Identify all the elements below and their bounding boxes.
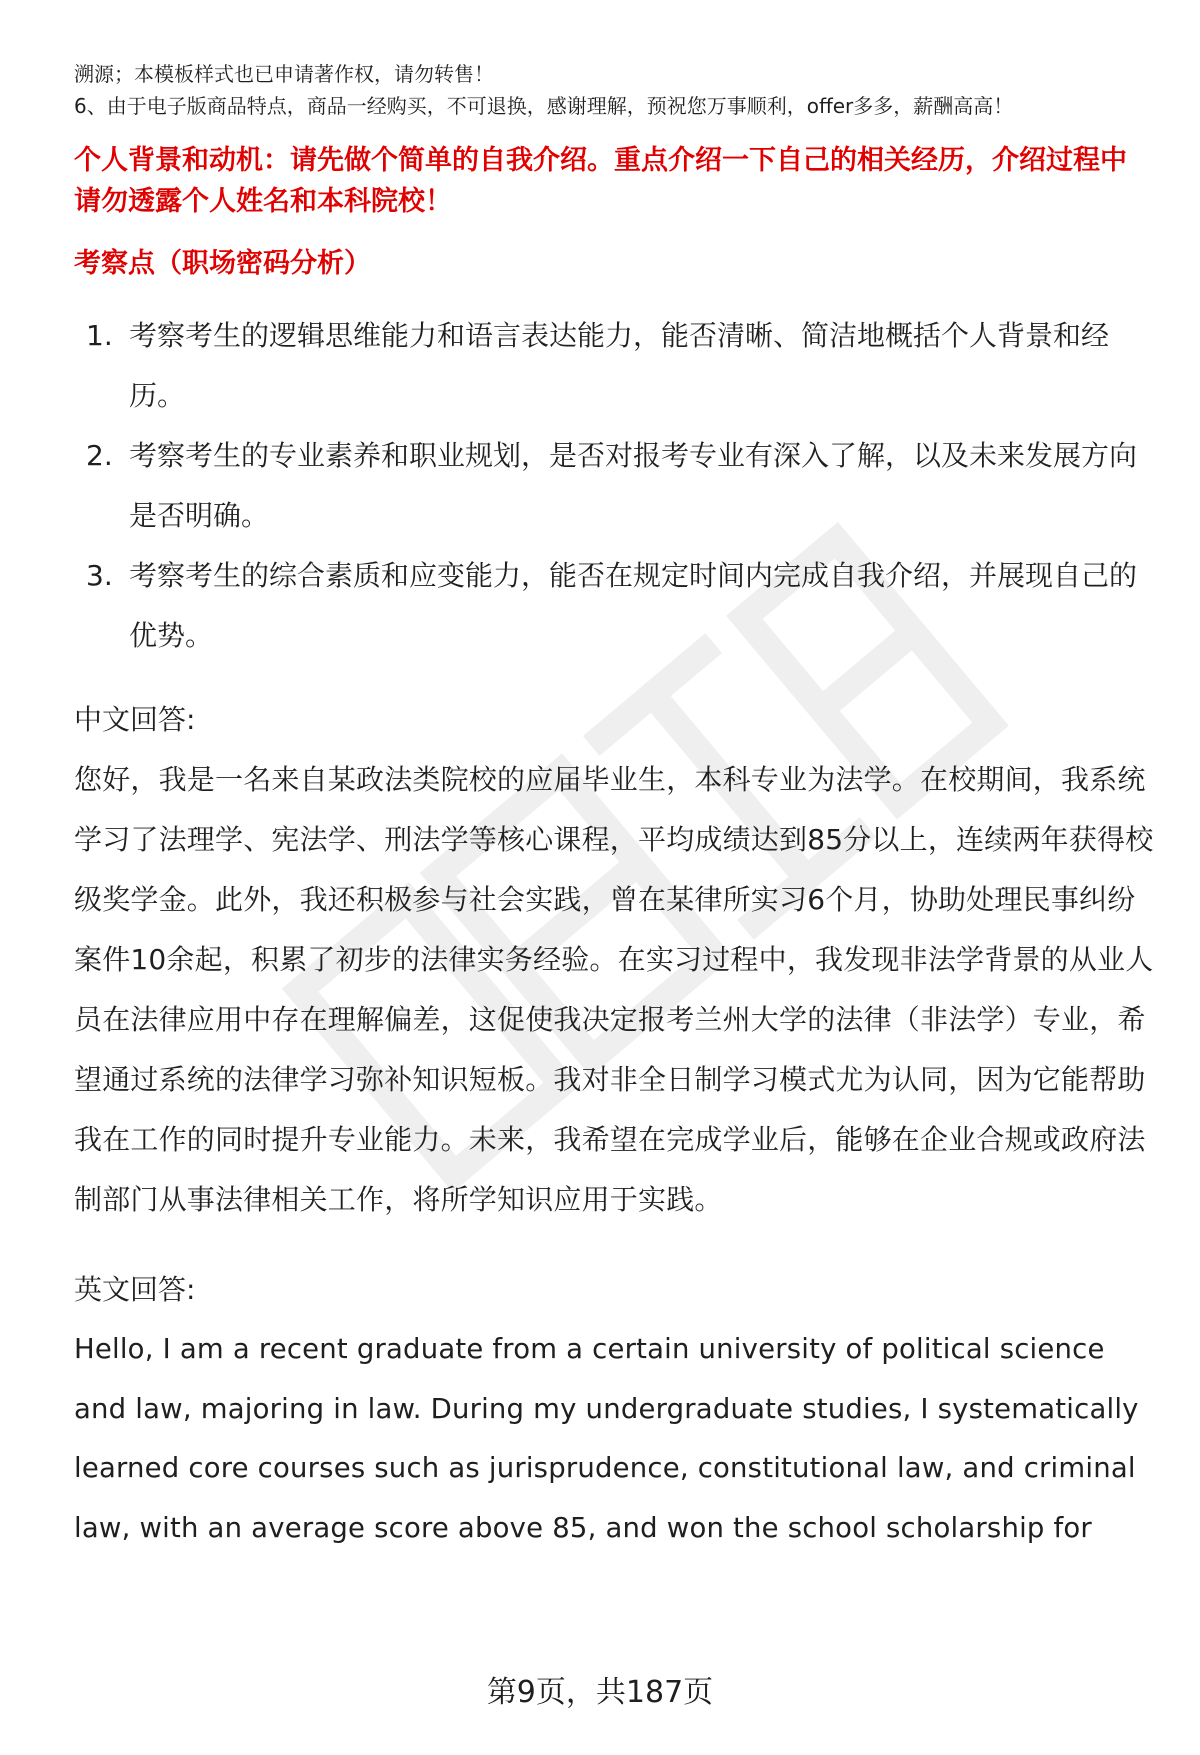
point-number: 1. xyxy=(86,319,113,352)
assessment-points-list xyxy=(74,306,1154,666)
point-text: 考察考生的综合素质和应变能力，能否在规定时间内完成自我介绍，并展现自己的优势。 xyxy=(129,559,1138,652)
document-page xyxy=(74,58,1154,1558)
chinese-answer-label: 中文回答: xyxy=(74,703,196,736)
assessment-point xyxy=(74,426,1154,546)
point-text: 考察考生的逻辑思维能力和语言表达能力，能否清晰、简洁地概括个人背景和经历。 xyxy=(129,319,1110,412)
assessment-point xyxy=(74,546,1154,666)
english-answer-label: 英文回答: xyxy=(74,1273,196,1306)
page-indicator: 第9页，共187页 xyxy=(486,1675,714,1710)
point-number: 2. xyxy=(86,439,113,472)
copyright-note: 溯源；本模板样式也已申请著作权，请勿转售！ xyxy=(74,62,494,86)
question-heading: 个人背景和动机：请先做个简单的自我介绍。重点介绍一下自己的相关经历，介绍过程中请勿透露个人姓名和本科院校！ xyxy=(74,145,1127,217)
point-text: 考察考生的专业素养和职业规划，是否对报考专业有深入了解，以及未来发展方向是否明确。 xyxy=(129,439,1138,532)
point-number: 3. xyxy=(86,559,113,592)
chinese-answer-text: 您好，我是一名来自某政法类院校的应届毕业生，本科专业为法学。在校期间，我系统学习了法理学、宪法学、刑法学等核心课程，平均成绩达到85分以上，连续两年获得校级奖学金。此外，我还积极参与社会实践，曾在某律所实习6个月，协助处理民事纠纷案件10余起，积累了初步的法律实务经验。在实习过程中，我发现非法学背景的从业人员在法律应用中存在理解偏差，这促使我决定报考兰州大学的法律（非法学）专业，希望通过系统的法律学习弥补知识短板。我对非全日制学习模式尤为认同，因为它能帮助我在工作的同时提升专业能力。未来，我希望在完成学业后，能够在企业合规或政府法制部门从事法律相关工作，将所学知识应用于实践。 xyxy=(74,763,1154,1216)
assessment-label: 考察点（职场密码分析） xyxy=(74,248,371,279)
assessment-point xyxy=(74,306,1154,426)
refund-policy-note: 6、由于电子版商品特点，商品一经购买，不可退换，感谢理解，预祝您万事顺利，offer多多，薪酬高高！ xyxy=(74,94,1014,118)
english-answer-text: Hello, I am a recent graduate from a certain university of political science and law, majoring in law. During my undergraduate studies, I systematically learned core courses such as jurisprudence, constitutional law, and criminal law, with an average score above 85, and won the school scholarship for xyxy=(74,1333,1139,1544)
